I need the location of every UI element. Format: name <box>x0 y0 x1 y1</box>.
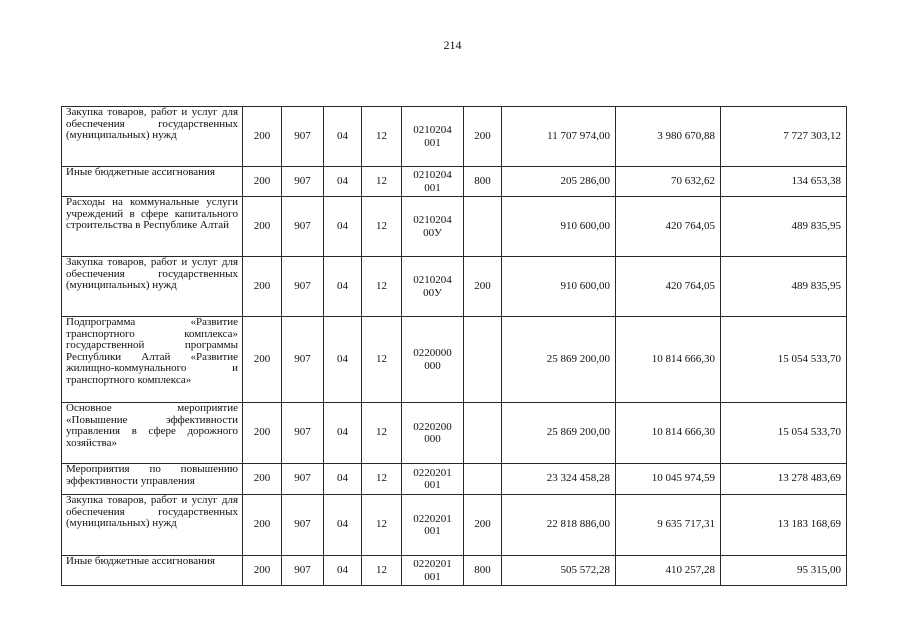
row-code-1: 200 <box>243 317 282 403</box>
row-code-2: 907 <box>282 197 324 257</box>
row-sum-2: 410 257,28 <box>616 556 721 586</box>
row-sum-1: 205 286,00 <box>502 167 616 197</box>
target-code-line1: 0210204 <box>413 214 452 226</box>
row-name: Мероприятия по повышению эффективности управления <box>62 464 243 495</box>
table-row <box>62 197 847 257</box>
row-code-2: 907 <box>282 495 324 556</box>
target-code-line1: 0220201 <box>413 466 452 479</box>
row-expense-type: 200 <box>464 107 502 167</box>
row-sum-2: 10 045 974,59 <box>616 464 721 495</box>
row-sum-3: 7 727 303,12 <box>721 107 847 167</box>
row-sum-2: 9 635 717,31 <box>616 495 721 556</box>
row-code-3: 04 <box>324 167 362 197</box>
row-sum-3: 15 054 533,70 <box>721 403 847 464</box>
row-code-4: 12 <box>362 197 402 257</box>
row-sum-2: 10 814 666,30 <box>616 317 721 403</box>
row-expense-type <box>464 403 502 464</box>
row-code-4: 12 <box>362 495 402 556</box>
target-code-line1: 0220200 <box>413 420 452 433</box>
page-number: 214 <box>443 38 462 52</box>
row-code-2: 907 <box>282 317 324 403</box>
target-code-line1: 0210204 <box>413 169 452 181</box>
row-code-1: 200 <box>243 464 282 495</box>
row-target-code <box>402 257 464 317</box>
row-target-code <box>402 107 464 167</box>
row-sum-1: 910 600,00 <box>502 197 616 257</box>
row-sum-1: 25 869 200,00 <box>502 317 616 403</box>
row-expense-type: 800 <box>464 556 502 586</box>
row-code-2: 907 <box>282 403 324 464</box>
row-sum-1: 22 818 886,00 <box>502 495 616 556</box>
row-code-3: 04 <box>324 556 362 586</box>
target-code-line2: 00У <box>423 286 442 299</box>
row-code-3: 04 <box>324 403 362 464</box>
table-row <box>62 556 847 586</box>
row-sum-2: 420 764,05 <box>616 197 721 257</box>
table-row <box>62 495 847 556</box>
row-sum-3: 489 835,95 <box>721 197 847 257</box>
row-code-1: 200 <box>243 167 282 197</box>
row-name: Иные бюджетные ассигнования <box>62 167 243 197</box>
target-code-line2: 001 <box>424 570 441 583</box>
row-target-code <box>402 403 464 464</box>
row-code-1: 200 <box>243 197 282 257</box>
row-name: Закупка товаров, работ и услуг для обеспечения государственных (муниципальных) нужд <box>62 107 243 167</box>
row-target-code <box>402 556 464 586</box>
row-sum-2: 420 764,05 <box>616 257 721 317</box>
row-code-2: 907 <box>282 257 324 317</box>
row-code-4: 12 <box>362 257 402 317</box>
row-code-4: 12 <box>362 464 402 495</box>
row-code-2: 907 <box>282 167 324 197</box>
row-code-4: 12 <box>362 317 402 403</box>
row-sum-3: 489 835,95 <box>721 257 847 317</box>
row-sum-3: 13 278 483,69 <box>721 464 847 495</box>
row-sum-1: 11 707 974,00 <box>502 107 616 167</box>
row-target-code <box>402 167 464 197</box>
row-expense-type <box>464 197 502 257</box>
row-code-4: 12 <box>362 107 402 167</box>
row-code-3: 04 <box>324 107 362 167</box>
row-code-4: 12 <box>362 556 402 586</box>
row-sum-3: 95 315,00 <box>721 556 847 586</box>
target-code-line2: 000 <box>424 433 441 445</box>
row-name: Расходы на коммунальные услуги учреждений в сфере капитального строительства в Республике Алтай <box>62 197 243 257</box>
row-expense-type: 800 <box>464 167 502 197</box>
target-code-line2: 000 <box>424 359 441 372</box>
row-sum-3: 15 054 533,70 <box>721 317 847 403</box>
row-expense-type: 200 <box>464 257 502 317</box>
row-code-1: 200 <box>243 403 282 464</box>
row-name: Закупка товаров, работ и услуг для обеспечения государственных (муниципальных) нужд <box>62 257 243 317</box>
target-code-line2: 001 <box>424 136 441 149</box>
row-code-4: 12 <box>362 403 402 464</box>
target-code-line2: 001 <box>424 525 441 537</box>
table-row <box>62 257 847 317</box>
row-code-4: 12 <box>362 167 402 197</box>
row-code-1: 200 <box>243 107 282 167</box>
row-target-code <box>402 197 464 257</box>
row-name: Основное мероприятие «Повышение эффективности управления в сфере дорожного хозяйства» <box>62 403 243 464</box>
row-sum-1: 25 869 200,00 <box>502 403 616 464</box>
row-sum-2: 3 980 670,88 <box>616 107 721 167</box>
target-code-line1: 0210204 <box>413 124 452 136</box>
table-row <box>62 107 847 167</box>
row-code-3: 04 <box>324 464 362 495</box>
row-code-1: 200 <box>243 495 282 556</box>
row-expense-type: 200 <box>464 495 502 556</box>
target-code-line2: 001 <box>424 479 441 491</box>
row-name: Подпрограмма «Развитие транспортного комплекса» государственной программы Республики Алтай «Развитие жилищно-коммунального и транспортного комплекса» <box>62 317 243 403</box>
target-code-line2: 00У <box>423 226 442 239</box>
row-sum-3: 134 653,38 <box>721 167 847 197</box>
table-row <box>62 403 847 464</box>
row-code-2: 907 <box>282 556 324 586</box>
target-code-line1: 0220201 <box>413 512 452 525</box>
row-expense-type <box>464 317 502 403</box>
row-code-3: 04 <box>324 257 362 317</box>
table-row <box>62 167 847 197</box>
row-code-2: 907 <box>282 107 324 167</box>
row-name: Закупка товаров, работ и услуг для обеспечения государственных (муниципальных) нужд <box>62 495 243 556</box>
row-sum-2: 70 632,62 <box>616 167 721 197</box>
target-code-line1: 0220201 <box>413 558 452 570</box>
row-expense-type <box>464 464 502 495</box>
target-code-line2: 001 <box>424 181 441 194</box>
row-target-code <box>402 317 464 403</box>
budget-table <box>61 106 847 586</box>
table-row <box>62 464 847 495</box>
row-target-code <box>402 464 464 495</box>
row-target-code <box>402 495 464 556</box>
row-code-1: 200 <box>243 257 282 317</box>
row-sum-1: 505 572,28 <box>502 556 616 586</box>
row-sum-3: 13 183 168,69 <box>721 495 847 556</box>
row-sum-1: 910 600,00 <box>502 257 616 317</box>
row-code-3: 04 <box>324 317 362 403</box>
table-row <box>62 317 847 403</box>
row-code-3: 04 <box>324 197 362 257</box>
row-sum-1: 23 324 458,28 <box>502 464 616 495</box>
row-sum-2: 10 814 666,30 <box>616 403 721 464</box>
row-code-1: 200 <box>243 556 282 586</box>
target-code-line1: 0210204 <box>413 274 452 286</box>
target-code-line1: 0220000 <box>413 347 452 359</box>
row-code-3: 04 <box>324 495 362 556</box>
row-code-2: 907 <box>282 464 324 495</box>
row-name: Иные бюджетные ассигнования <box>62 556 243 586</box>
